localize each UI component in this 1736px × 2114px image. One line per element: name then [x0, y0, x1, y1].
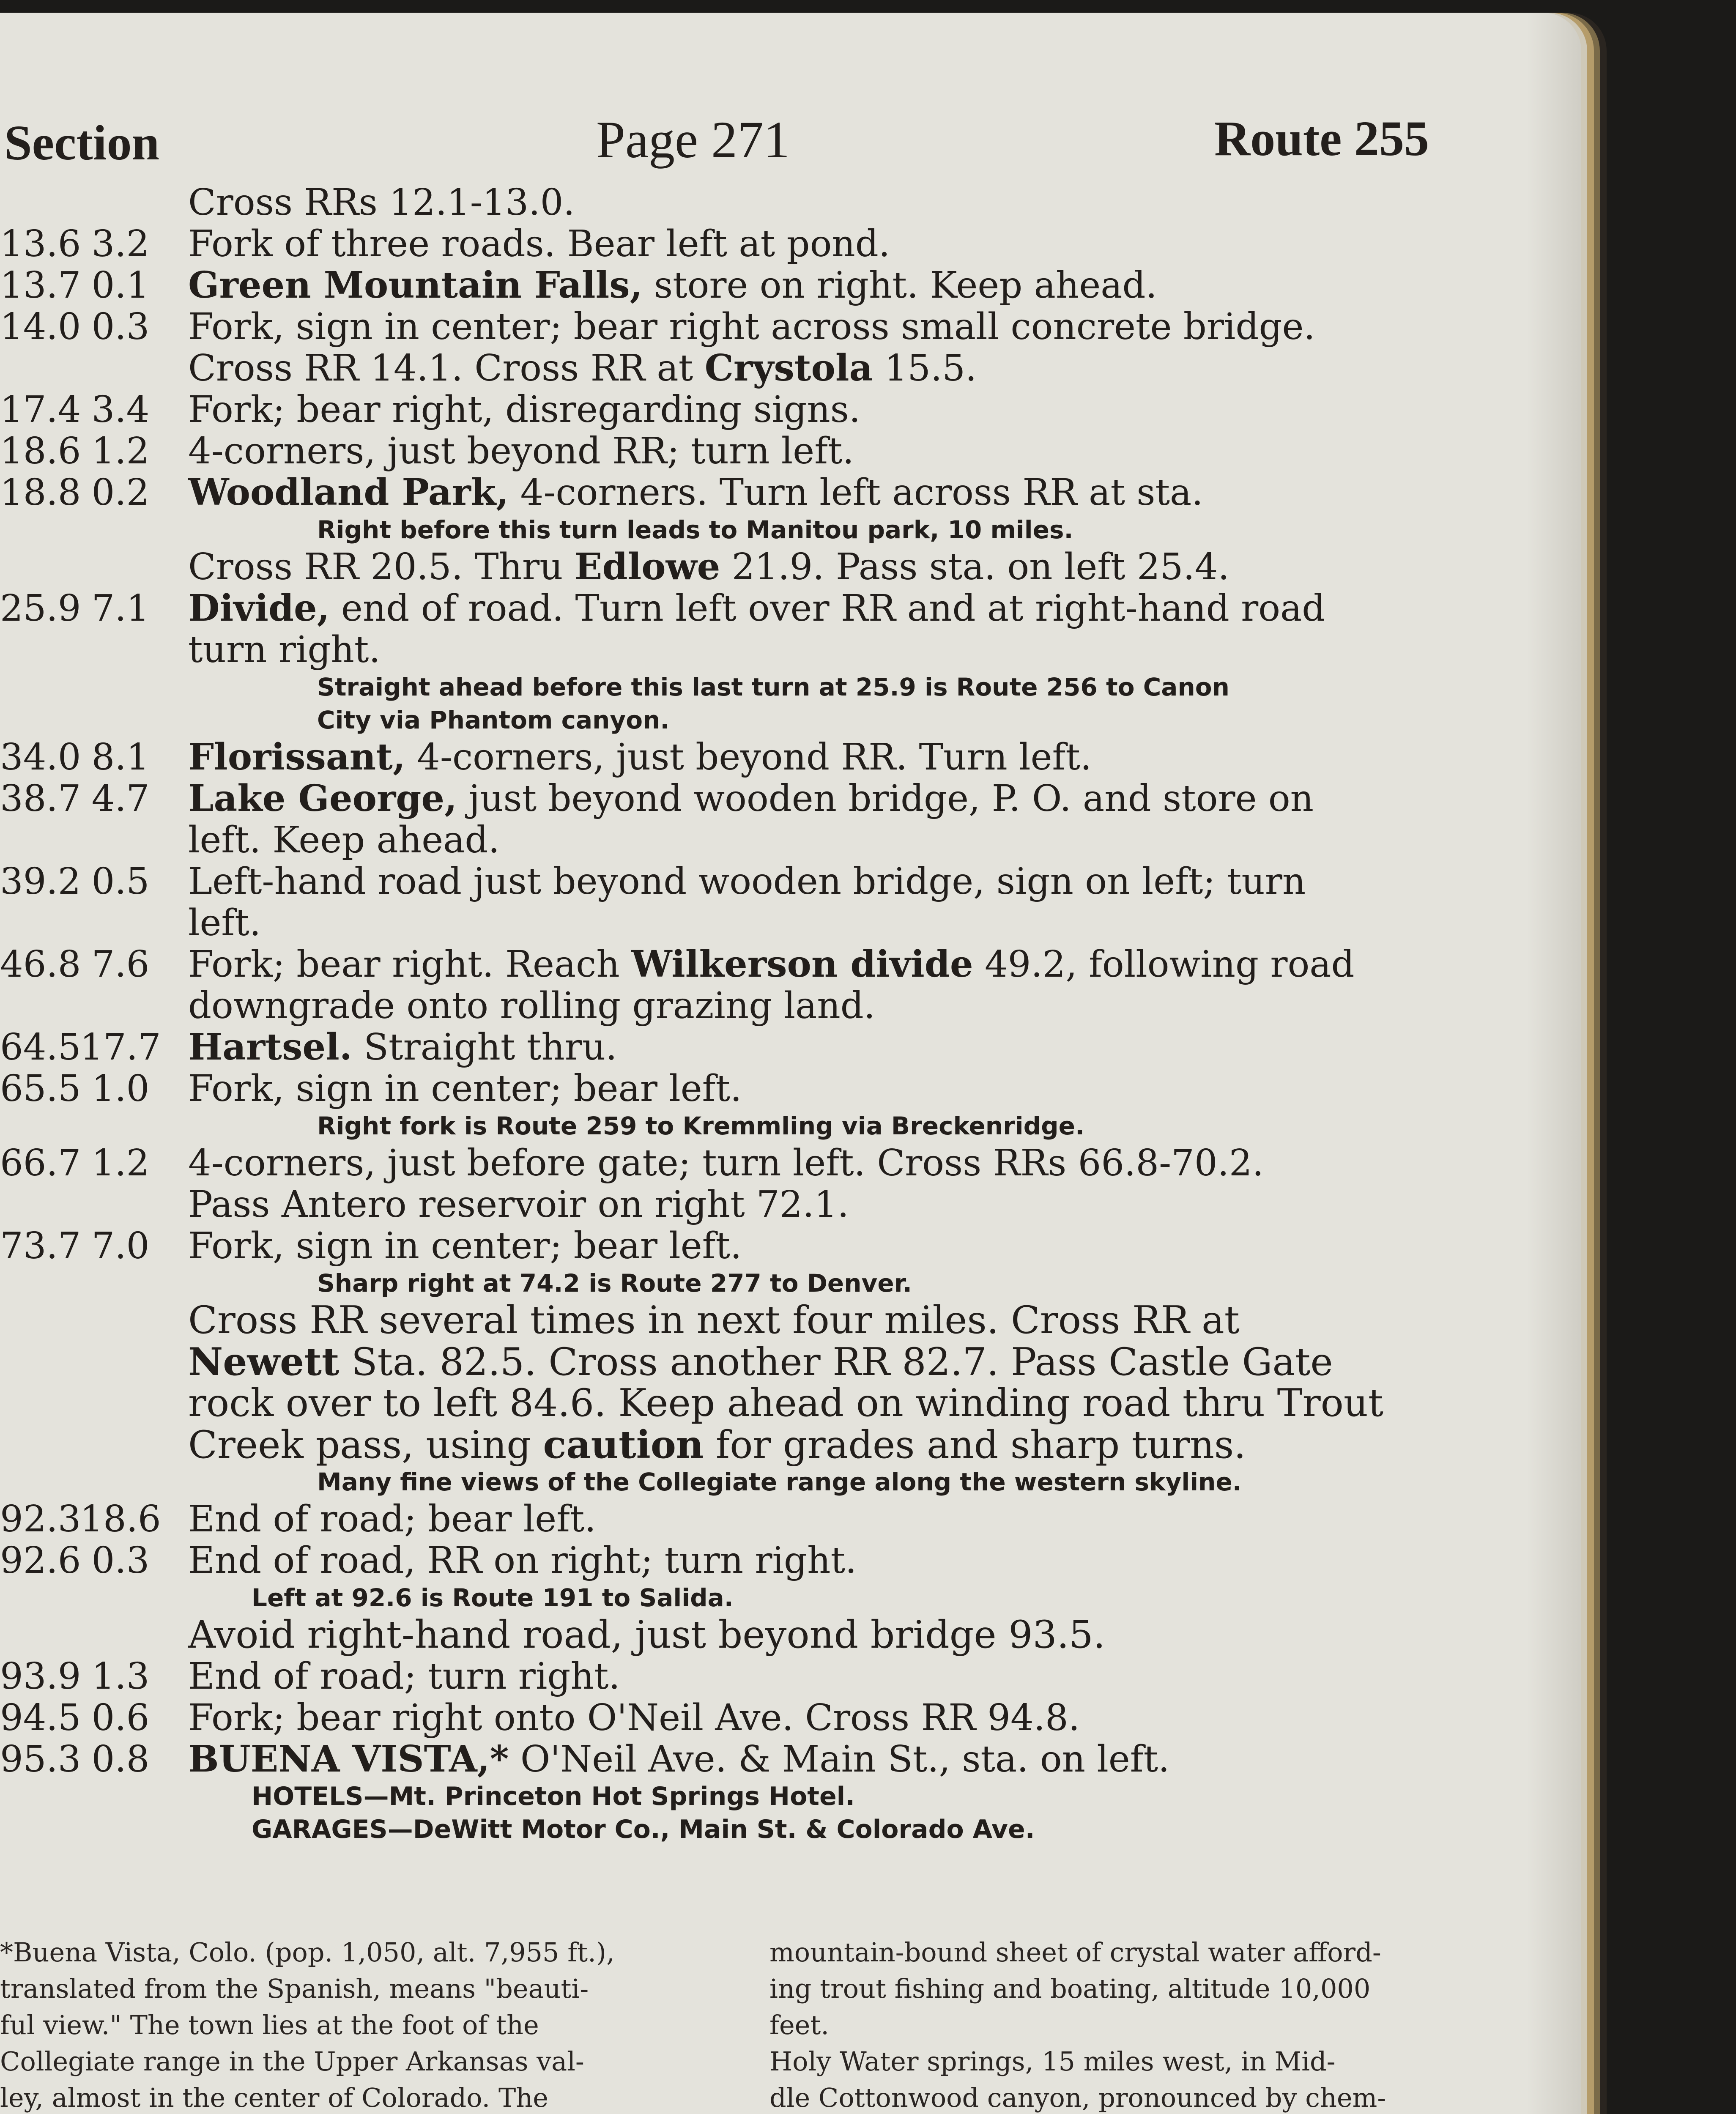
intermediate-mileage: 0.3: [91, 306, 150, 348]
direction-phrase: end of road. Turn left over RR and at right-hand road: [329, 587, 1325, 630]
total-mileage: 65.5: [0, 1068, 81, 1110]
direction-phrase: Sta. 82.5. Cross another RR 82.7. Pass Castle Gate: [339, 1340, 1333, 1384]
direction-text: [188, 1142, 1264, 1184]
direction-text: [188, 1027, 617, 1068]
direction-text: [188, 985, 875, 1027]
direction-text: [188, 306, 1315, 348]
route-line: [0, 1424, 1463, 1465]
intermediate-mileage: 4.7: [91, 778, 150, 820]
direction-phrase: Fork; bear right, disregarding signs.: [188, 389, 861, 431]
route-line: [0, 629, 1463, 671]
direction-text: [188, 1341, 1333, 1383]
direction-text: [188, 944, 1355, 985]
total-mileage: 17.4: [0, 389, 81, 431]
direction-text: [188, 1383, 1383, 1424]
direction-text: [188, 1656, 620, 1697]
total-mileage: 92.3: [0, 1498, 81, 1540]
direction-phrase: turn right.: [188, 629, 381, 671]
route-line: [0, 265, 1463, 306]
description-line: mountain-bound sheet of crystal water afford-: [769, 1937, 1381, 1968]
route-note: City via Phantom canyon.: [317, 706, 670, 734]
route-line: [0, 819, 1463, 861]
direction-text: [188, 1697, 1080, 1739]
direction-phrase: rock over to left 84.6. Keep ahead on winding road thru Trout: [188, 1381, 1384, 1425]
direction-phrase: Cross RR 20.5. Thru: [188, 546, 575, 588]
town-description: [0, 1934, 1505, 2114]
description-line: dle Cottonwood canyon, pronounced by chem-: [769, 2082, 1386, 2113]
intermediate-mileage: 0.1: [91, 264, 150, 307]
book-page: [0, 13, 1581, 2114]
intermediate-mileage: 1.2: [91, 430, 150, 472]
intermediate-mileage: 1.3: [91, 1655, 150, 1698]
total-mileage: 18.8: [0, 471, 81, 514]
place-name: Edlowe: [574, 545, 720, 588]
intermediate-mileage: 7.1: [91, 587, 150, 630]
direction-text: [188, 472, 1203, 513]
route-note: Straight ahead before this last turn at 25.9 is Route 256 to Canon: [317, 673, 1229, 701]
direction-text: [188, 182, 575, 223]
direction-phrase: Fork, sign in center; bear left.: [188, 1068, 742, 1110]
route-line: [0, 389, 1463, 430]
intermediate-mileage: 8.1: [91, 736, 150, 778]
direction-text: [188, 389, 860, 430]
direction-text: [188, 902, 261, 944]
route-line: [0, 902, 1463, 944]
total-mileage: 73.7: [0, 1225, 81, 1267]
services-line: GARAGES—DeWitt Motor Co., Main St. & Colorado Ave.: [252, 1815, 1035, 1844]
direction-text: [188, 1225, 742, 1267]
direction-text: [188, 1739, 1169, 1780]
direction-phrase: Creek pass, using: [188, 1423, 543, 1467]
route-line: [0, 1068, 1463, 1109]
direction-phrase: left.: [188, 902, 261, 944]
direction-phrase: 21.9. Pass sta. on left 25.4.: [720, 546, 1229, 588]
total-mileage: 95.3: [0, 1738, 81, 1780]
intermediate-mileage: 3.4: [91, 389, 150, 431]
total-mileage: 64.5: [0, 1026, 81, 1068]
direction-text: [188, 546, 1229, 588]
route-note: Left at 92.6 is Route 191 to Salida.: [252, 1583, 734, 1612]
route-line: [0, 1142, 1463, 1184]
direction-phrase: Left-hand road just beyond wooden bridge, sign on left; turn: [188, 860, 1306, 903]
intermediate-mileage: 1.2: [91, 1142, 150, 1184]
direction-text: [188, 265, 1157, 306]
route-line: [0, 1465, 1463, 1498]
direction-phrase: Straight thru.: [352, 1026, 617, 1068]
route-line: [0, 1656, 1463, 1697]
direction-phrase: for grades and sharp turns.: [704, 1423, 1246, 1467]
route-line: [0, 671, 1463, 704]
total-mileage: 46.8: [0, 943, 81, 986]
description-right-column: [769, 1934, 1488, 2114]
direction-phrase: 4-corners. Turn left across RR at sta.: [509, 471, 1203, 514]
total-mileage: 13.7: [0, 264, 81, 307]
direction-phrase: 4-corners, just beyond RR; turn left.: [188, 430, 854, 472]
route-note: Right fork is Route 259 to Kremmling via Breckenridge.: [317, 1112, 1084, 1140]
place-name: BUENA VISTA,*: [188, 1738, 509, 1780]
total-mileage: 39.2: [0, 860, 81, 903]
page-header: [0, 101, 1454, 178]
direction-phrase: 4-corners, just before gate; turn left. Cross RRs 66.8-70.2.: [188, 1142, 1264, 1184]
direction-phrase: Avoid right-hand road, just beyond bridge 93.5.: [188, 1613, 1106, 1657]
total-mileage: 93.9: [0, 1655, 81, 1698]
intermediate-mileage: 17.7: [80, 1026, 161, 1068]
direction-phrase: Fork, sign in center; bear left.: [188, 1225, 742, 1267]
direction-phrase: Fork of three roads. Bear left at pond.: [188, 223, 890, 265]
direction-text: [188, 1300, 1240, 1341]
route-line: [0, 1267, 1463, 1300]
place-name: Hartsel.: [188, 1026, 352, 1068]
route-line: [0, 1581, 1463, 1614]
route-line: [0, 1540, 1463, 1581]
route-note: Right before this turn leads to Manitou park, 10 miles.: [317, 515, 1073, 544]
route-directions: [0, 182, 1463, 1846]
route-line: [0, 223, 1463, 265]
direction-text: [188, 223, 890, 265]
route-line: [0, 1614, 1463, 1656]
direction-text: [188, 1540, 857, 1581]
route-number: Route 255: [1214, 111, 1429, 166]
intermediate-mileage: 3.2: [91, 223, 150, 265]
direction-text: [188, 348, 977, 389]
route-line: [0, 546, 1463, 588]
direction-phrase: 49.2, following road: [973, 943, 1355, 986]
route-line: [0, 1184, 1463, 1225]
direction-phrase: just beyond wooden bridge, P. O. and store on: [457, 778, 1314, 820]
direction-phrase: downgrade onto rolling grazing land.: [188, 985, 876, 1027]
direction-text: [188, 588, 1325, 629]
place-name: Lake George,: [188, 777, 457, 820]
total-mileage: 92.6: [0, 1539, 81, 1582]
intermediate-mileage: 0.3: [91, 1539, 150, 1582]
place-name: Woodland Park,: [188, 471, 509, 514]
total-mileage: 38.7: [0, 778, 81, 820]
route-line: [0, 1697, 1463, 1739]
total-mileage: 18.6: [0, 430, 81, 472]
direction-phrase: Cross RR 14.1. Cross RR at: [188, 347, 705, 389]
route-line: [0, 1813, 1463, 1846]
direction-phrase: Cross RR several times in next four miles. Cross RR at: [188, 1298, 1240, 1342]
direction-phrase: End of road; bear left.: [188, 1498, 596, 1540]
place-name: Newett: [188, 1339, 340, 1384]
route-note: Sharp right at 74.2 is Route 277 to Denver.: [317, 1269, 912, 1298]
route-line: [0, 985, 1463, 1027]
route-line: [0, 306, 1463, 348]
direction-phrase: Pass Antero reservoir on right 72.1.: [188, 1183, 849, 1226]
direction-text: [188, 1498, 596, 1540]
direction-text: [188, 737, 1092, 778]
place-name: Florissant,: [188, 736, 405, 778]
total-mileage: 94.5: [0, 1697, 81, 1739]
route-line: [0, 944, 1463, 985]
description-left-column: [0, 1934, 719, 2114]
route-line: [0, 1109, 1463, 1142]
route-line: [0, 1739, 1463, 1780]
direction-text: [188, 629, 381, 671]
place-name: Green Mountain Falls,: [188, 264, 643, 307]
direction-text: [188, 1068, 742, 1109]
intermediate-mileage: 7.6: [91, 943, 150, 986]
intermediate-mileage: 0.5: [91, 860, 150, 903]
intermediate-mileage: 0.8: [91, 1738, 150, 1780]
intermediate-mileage: 1.0: [91, 1068, 150, 1110]
route-line: [0, 1780, 1463, 1813]
route-line: [0, 348, 1463, 389]
intermediate-mileage: 0.6: [91, 1697, 150, 1739]
route-line: [0, 1225, 1463, 1267]
description-line: *Buena Vista, Colo. (pop. 1,050, alt. 7,955 ft.),: [0, 1937, 615, 1968]
description-line: translated from the Spanish, means "beauti-: [0, 1973, 589, 2004]
place-name: caution: [543, 1422, 704, 1467]
route-line: [0, 861, 1463, 902]
route-line: [0, 1341, 1463, 1383]
description-line: ley, almost in the center of Colorado. The: [0, 2082, 548, 2113]
direction-text: [188, 1614, 1105, 1656]
route-line: [0, 472, 1463, 513]
route-line: [0, 588, 1463, 629]
direction-text: [188, 430, 854, 472]
description-line: feet.: [769, 2010, 829, 2040]
description-line: Collegiate range in the Upper Arkansas val-: [0, 2046, 584, 2077]
direction-text: [188, 819, 500, 861]
route-line: [0, 1498, 1463, 1540]
total-mileage: 14.0: [0, 306, 81, 348]
direction-text: [188, 1184, 849, 1225]
direction-text: [188, 861, 1306, 902]
section-label: Section: [4, 115, 160, 170]
direction-text: [188, 778, 1314, 819]
route-line: [0, 1300, 1463, 1341]
services-line: HOTELS—Mt. Princeton Hot Springs Hotel.: [252, 1782, 855, 1811]
description-line: Holy Water springs, 15 miles west, in Mid-: [769, 2046, 1336, 2077]
description-line: ful view." The town lies at the foot of the: [0, 2010, 539, 2040]
place-name: Crystola: [704, 347, 873, 389]
direction-phrase: End of road; turn right.: [188, 1655, 620, 1698]
route-line: [0, 1027, 1463, 1068]
route-line: [0, 1383, 1463, 1424]
intermediate-mileage: 0.2: [91, 471, 150, 514]
direction-phrase: 4-corners, just beyond RR. Turn left.: [405, 736, 1092, 778]
direction-phrase: Fork; bear right. Reach: [188, 943, 632, 986]
description-line: ing trout fishing and boating, altitude 10,000: [769, 1973, 1371, 2004]
direction-phrase: 15.5.: [873, 347, 977, 389]
direction-phrase: End of road, RR on right; turn right.: [188, 1539, 857, 1582]
total-mileage: 66.7: [0, 1142, 81, 1184]
total-mileage: 34.0: [0, 736, 81, 778]
direction-phrase: left. Keep ahead.: [188, 819, 500, 861]
direction-phrase: Cross RRs 12.1-13.0.: [188, 181, 575, 224]
intermediate-mileage: 18.6: [80, 1498, 161, 1540]
direction-text: [188, 1424, 1246, 1466]
route-note: Many fine views of the Collegiate range along the western skyline.: [317, 1468, 1242, 1496]
route-line: [0, 430, 1463, 472]
total-mileage: 13.6: [0, 223, 81, 265]
page-number: Page 271: [596, 111, 790, 169]
intermediate-mileage: 7.0: [91, 1225, 150, 1267]
route-line: [0, 704, 1463, 737]
route-line: [0, 513, 1463, 546]
direction-phrase: Fork; bear right onto O'Neil Ave. Cross RR 94.8.: [188, 1697, 1080, 1739]
route-line: [0, 182, 1463, 223]
direction-phrase: Fork, sign in center; bear right across small concrete bridge.: [188, 306, 1315, 348]
total-mileage: 25.9: [0, 587, 81, 630]
route-line: [0, 737, 1463, 778]
place-name: Divide,: [188, 587, 330, 630]
direction-phrase: store on right. Keep ahead.: [642, 264, 1157, 307]
place-name: Wilkerson divide: [631, 943, 973, 986]
direction-phrase: O'Neil Ave. & Main St., sta. on left.: [509, 1738, 1170, 1780]
route-line: [0, 778, 1463, 819]
